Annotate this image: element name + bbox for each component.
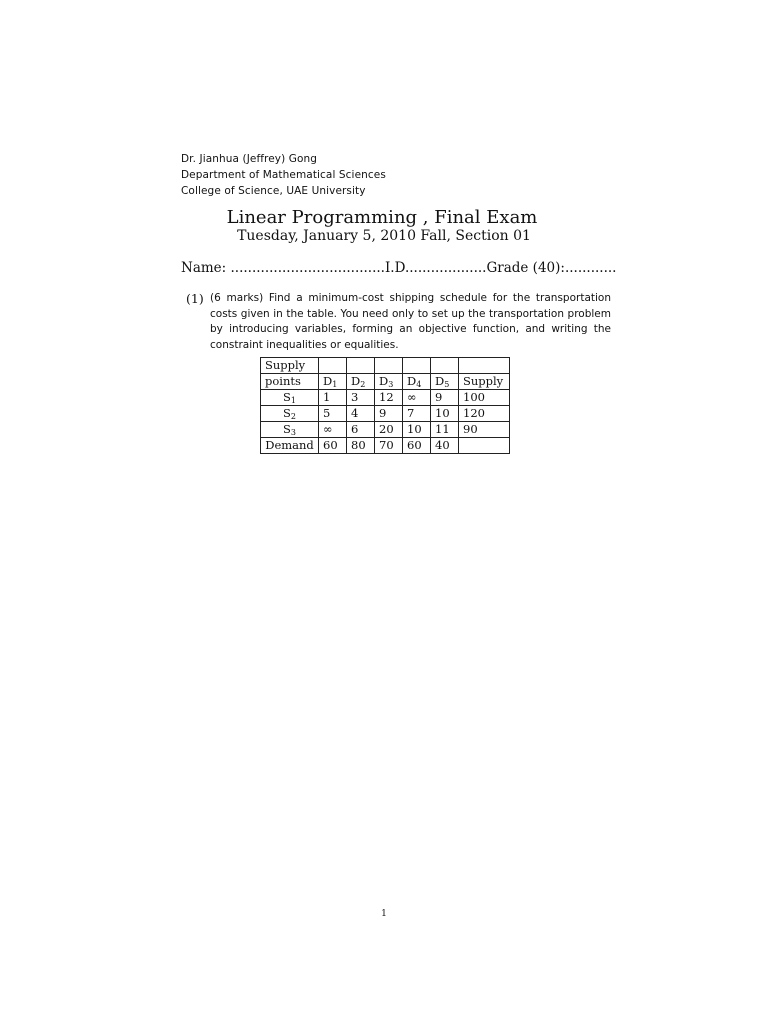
cost-cell: ∞ xyxy=(403,390,431,406)
cost-cell: 9 xyxy=(431,390,459,406)
demand-cell: 80 xyxy=(347,438,375,454)
column-header-d3: $D_3$ xyxy=(375,374,403,390)
cost-cell: 11 xyxy=(431,422,459,438)
row-label-s2: $S_2$ xyxy=(261,406,319,422)
column-header-d4: $D_4$ xyxy=(403,374,431,390)
page-number: 1 xyxy=(381,909,387,919)
empty-cell xyxy=(375,358,403,374)
empty-cell xyxy=(319,358,347,374)
column-header-d5: $D_5$ xyxy=(431,374,459,390)
cost-cell: 4 xyxy=(347,406,375,422)
header-block xyxy=(181,151,386,199)
author-name: Dr. Jianhua (Jeffrey) Gong xyxy=(181,153,318,165)
question-1 xyxy=(186,291,611,353)
row-label-demand: Demand xyxy=(261,438,319,454)
cost-cell: ∞ xyxy=(319,422,347,438)
demand-cell: 40 xyxy=(431,438,459,454)
cost-cell: 12 xyxy=(375,390,403,406)
cost-cell: 6 xyxy=(347,422,375,438)
empty-cell xyxy=(459,438,510,454)
cost-cell: 1 xyxy=(319,390,347,406)
table-row-demand xyxy=(261,438,510,454)
supply-cell: 90 xyxy=(459,422,510,438)
empty-cell xyxy=(347,358,375,374)
transportation-cost-table xyxy=(260,357,510,454)
demand-cell: 70 xyxy=(375,438,403,454)
cost-cell: 10 xyxy=(431,406,459,422)
table-row-s2 xyxy=(261,406,510,422)
cost-cell: 9 xyxy=(375,406,403,422)
table-header-row-2 xyxy=(261,374,510,390)
cost-cell: 20 xyxy=(375,422,403,438)
demand-cell: 60 xyxy=(403,438,431,454)
supply-cell: 120 xyxy=(459,406,510,422)
supply-cell: 100 xyxy=(459,390,510,406)
cost-cell: 10 xyxy=(403,422,431,438)
header-supply-label: Supply xyxy=(261,358,319,374)
table-header-row-1 xyxy=(261,358,510,374)
header-points-label: points xyxy=(261,374,319,390)
exam-subtitle: Tuesday, January 5, 2010 Fall, Section 01 xyxy=(237,228,531,244)
cost-cell: 7 xyxy=(403,406,431,422)
question-text: (6 marks) Find a minimum-cost shipping schedule for the transportation costs given in the table. You need only to set up the transportation problem by introducing variables, forming an objective function, and writing the constraint inequalities or equalities. xyxy=(210,292,611,351)
empty-cell xyxy=(403,358,431,374)
column-header-supply: Supply xyxy=(459,374,510,390)
table-row-s3 xyxy=(261,422,510,438)
demand-cell: 60 xyxy=(319,438,347,454)
exam-title: Linear Programming , Final Exam xyxy=(226,207,538,228)
empty-cell xyxy=(459,358,510,374)
college-name: College of Science, UAE University xyxy=(181,185,366,197)
row-label-s1: $S_1$ xyxy=(261,390,319,406)
column-header-d2: $D_2$ xyxy=(347,374,375,390)
empty-cell xyxy=(431,358,459,374)
cost-cell: 5 xyxy=(319,406,347,422)
column-header-d1: $D_1$ xyxy=(319,374,347,390)
student-info-line: Name: ....................................I.D...................Grade (40):............ xyxy=(181,260,617,276)
question-number: (1) xyxy=(186,291,204,306)
row-label-s3: $S_3$ xyxy=(261,422,319,438)
table-row-s1 xyxy=(261,390,510,406)
cost-cell: 3 xyxy=(347,390,375,406)
department-name: Department of Mathematical Sciences xyxy=(181,169,386,181)
